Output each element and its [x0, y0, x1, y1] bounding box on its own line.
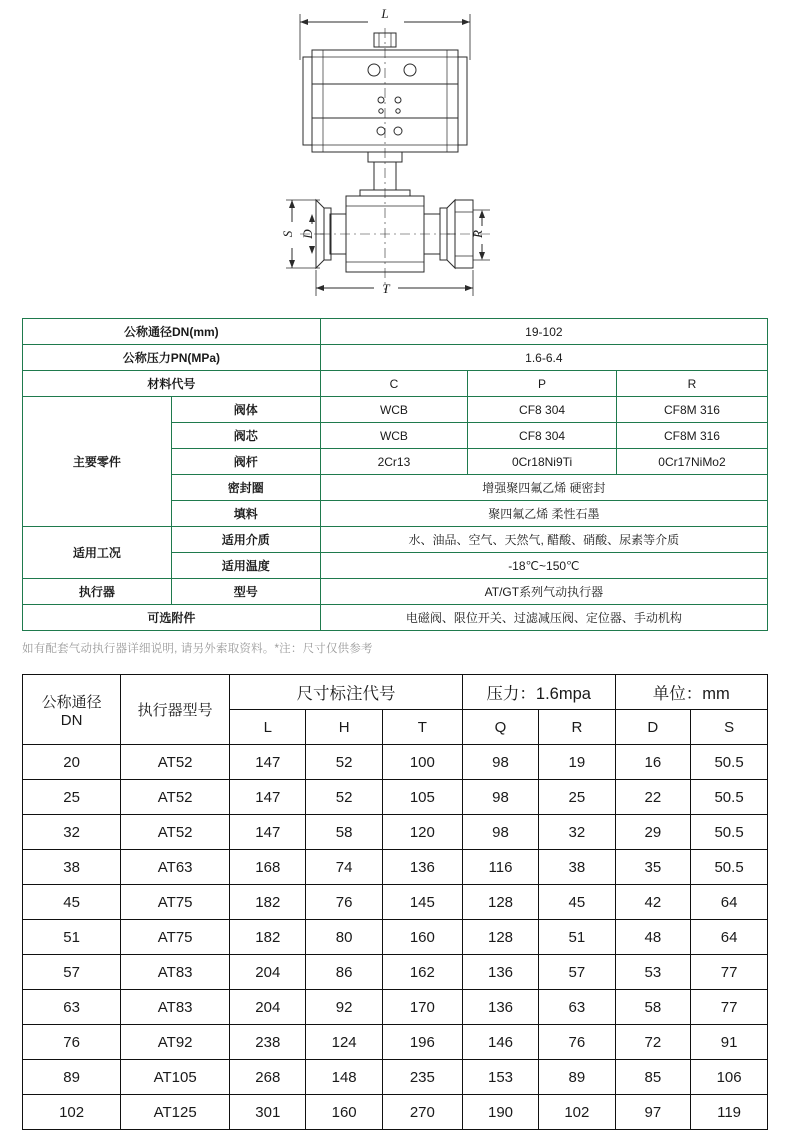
dim-cell-L: 147: [230, 780, 306, 815]
dim-cell-R: 63: [539, 990, 615, 1025]
dimension-label-T: T: [382, 281, 390, 296]
part-body-p: CF8 304: [468, 397, 617, 423]
dim-cell-model: AT105: [121, 1060, 230, 1095]
dim-cell-Q: 190: [462, 1095, 538, 1130]
table-row: [23, 815, 768, 850]
table-row: [23, 780, 768, 815]
table-row: [23, 319, 768, 345]
dim-cell-Q: 128: [462, 920, 538, 955]
table-row: [23, 579, 768, 605]
part-ball-p: CF8 304: [468, 423, 617, 449]
condition-medium-value: 水、油品、空气、天然气, 醋酸、硝酸、尿素等介质: [320, 527, 767, 553]
condition-name-medium: 适用介质: [171, 527, 320, 553]
dim-cell-dn: 25: [23, 780, 121, 815]
dim-cell-D: 16: [615, 745, 691, 780]
dim-col-R: R: [539, 710, 615, 745]
spec-label-dn: 公称通径DN(mm): [23, 319, 321, 345]
dim-header-group-title: 尺寸标注代号: [230, 675, 463, 710]
table-row: [23, 1095, 768, 1130]
dim-header-model: 执行器型号: [121, 675, 230, 745]
part-packing-value: 聚四氟乙烯 柔性石墨: [320, 501, 767, 527]
dim-header-unit: 单位：mm: [615, 675, 767, 710]
part-seal-ring-value: 增强聚四氟乙烯 硬密封: [320, 475, 767, 501]
table-row: [23, 885, 768, 920]
dim-cell-model: AT125: [121, 1095, 230, 1130]
dim-cell-Q: 146: [462, 1025, 538, 1060]
dim-cell-T: 162: [382, 955, 462, 990]
dim-cell-H: 148: [306, 1060, 382, 1095]
dim-cell-S: 64: [691, 920, 768, 955]
dim-cell-Q: 128: [462, 885, 538, 920]
dim-cell-R: 19: [539, 745, 615, 780]
table-row: [23, 345, 768, 371]
dim-cell-Q: 136: [462, 955, 538, 990]
material-code-c: C: [320, 371, 467, 397]
spec-label-actuator: 执行器: [23, 579, 172, 605]
dim-cell-S: 64: [691, 885, 768, 920]
table-row: [23, 397, 768, 423]
dim-cell-L: 147: [230, 745, 306, 780]
dim-cell-H: 52: [306, 780, 382, 815]
dimension-label-R: R: [470, 230, 485, 238]
dim-header-pressure: 压力：1.6mpa: [462, 675, 615, 710]
dim-cell-model: AT63: [121, 850, 230, 885]
dim-cell-D: 29: [615, 815, 691, 850]
dim-cell-R: 76: [539, 1025, 615, 1060]
table-header-row: [23, 675, 768, 710]
dim-col-D: D: [615, 710, 691, 745]
table-row: [23, 990, 768, 1025]
dim-cell-S: 50.5: [691, 745, 768, 780]
dim-cell-model: AT75: [121, 920, 230, 955]
dim-cell-Q: 98: [462, 745, 538, 780]
spec-label-accessories: 可选附件: [23, 605, 321, 631]
part-ball-c: WCB: [320, 423, 467, 449]
material-code-r: R: [616, 371, 767, 397]
dim-cell-dn: 76: [23, 1025, 121, 1060]
dim-cell-D: 85: [615, 1060, 691, 1095]
condition-temperature-value: -18℃~150℃: [320, 553, 767, 579]
dim-cell-model: AT52: [121, 815, 230, 850]
dim-cell-model: AT75: [121, 885, 230, 920]
dim-cell-dn: 57: [23, 955, 121, 990]
specification-table-wrap: [22, 318, 768, 631]
dimension-label-L: L: [381, 6, 389, 21]
material-code-p: P: [468, 371, 617, 397]
valve-dimension-drawing: [0, 0, 790, 318]
table-row: [23, 955, 768, 990]
dim-cell-Q: 153: [462, 1060, 538, 1095]
actuator-name-model: 型号: [171, 579, 320, 605]
dim-cell-D: 42: [615, 885, 691, 920]
dim-cell-H: 76: [306, 885, 382, 920]
dim-cell-L: 238: [230, 1025, 306, 1060]
dim-cell-H: 74: [306, 850, 382, 885]
dim-cell-L: 182: [230, 885, 306, 920]
dim-cell-T: 105: [382, 780, 462, 815]
spec-value-pn: 1.6-6.4: [320, 345, 767, 371]
part-name-seal-ring: 密封圈: [171, 475, 320, 501]
dim-cell-dn: 63: [23, 990, 121, 1025]
dim-cell-H: 92: [306, 990, 382, 1025]
dim-cell-L: 268: [230, 1060, 306, 1095]
table-row: [23, 1025, 768, 1060]
spec-label-main-parts: 主要零件: [23, 397, 172, 527]
dim-cell-H: 86: [306, 955, 382, 990]
dim-cell-Q: 116: [462, 850, 538, 885]
dim-cell-S: 119: [691, 1095, 768, 1130]
specification-table: [22, 318, 768, 631]
dim-col-L: L: [230, 710, 306, 745]
table-row: [23, 1060, 768, 1095]
part-ball-r: CF8M 316: [616, 423, 767, 449]
dim-cell-R: 89: [539, 1060, 615, 1095]
dim-cell-R: 25: [539, 780, 615, 815]
dim-cell-L: 168: [230, 850, 306, 885]
dim-cell-T: 235: [382, 1060, 462, 1095]
dim-cell-S: 77: [691, 955, 768, 990]
dim-cell-H: 58: [306, 815, 382, 850]
dim-cell-Q: 136: [462, 990, 538, 1025]
part-name-packing: 填料: [171, 501, 320, 527]
dim-cell-model: AT92: [121, 1025, 230, 1060]
dim-header-dn-line1: 公称通径: [41, 693, 102, 711]
dim-cell-T: 270: [382, 1095, 462, 1130]
dim-cell-D: 35: [615, 850, 691, 885]
part-name-stem: 阀杆: [171, 449, 320, 475]
table-row: [23, 745, 768, 780]
dimension-table: [22, 674, 768, 1130]
dim-cell-H: 160: [306, 1095, 382, 1130]
part-stem-p: 0Cr18Ni9Ti: [468, 449, 617, 475]
dim-col-T: T: [382, 710, 462, 745]
dim-cell-dn: 20: [23, 745, 121, 780]
dim-cell-R: 57: [539, 955, 615, 990]
part-stem-c: 2Cr13: [320, 449, 467, 475]
dim-cell-D: 72: [615, 1025, 691, 1060]
table-row: [23, 527, 768, 553]
dim-cell-D: 48: [615, 920, 691, 955]
dim-cell-model: AT52: [121, 745, 230, 780]
dim-cell-model: AT83: [121, 955, 230, 990]
dim-cell-H: 52: [306, 745, 382, 780]
spec-value-dn: 19-102: [320, 319, 767, 345]
dim-cell-T: 160: [382, 920, 462, 955]
dim-cell-R: 32: [539, 815, 615, 850]
part-name-ball: 阀芯: [171, 423, 320, 449]
dim-col-Q: Q: [462, 710, 538, 745]
dim-cell-dn: 89: [23, 1060, 121, 1095]
dim-cell-S: 77: [691, 990, 768, 1025]
dim-cell-T: 196: [382, 1025, 462, 1060]
dim-cell-dn: 51: [23, 920, 121, 955]
dim-col-S: S: [691, 710, 768, 745]
dim-cell-model: AT83: [121, 990, 230, 1025]
dim-cell-H: 80: [306, 920, 382, 955]
part-body-r: CF8M 316: [616, 397, 767, 423]
dim-cell-L: 204: [230, 955, 306, 990]
dim-cell-R: 38: [539, 850, 615, 885]
dim-cell-S: 50.5: [691, 850, 768, 885]
dim-cell-T: 100: [382, 745, 462, 780]
dim-cell-S: 50.5: [691, 815, 768, 850]
dim-cell-D: 58: [615, 990, 691, 1025]
spec-value-accessories: 电磁阀、限位开关、过滤减压阀、定位器、手动机构: [320, 605, 767, 631]
dim-cell-dn: 102: [23, 1095, 121, 1130]
dim-col-H: H: [306, 710, 382, 745]
spec-label-pn: 公称压力PN(MPa): [23, 345, 321, 371]
dim-cell-L: 301: [230, 1095, 306, 1130]
dim-cell-H: 124: [306, 1025, 382, 1060]
spec-label-conditions: 适用工况: [23, 527, 172, 579]
dim-cell-L: 147: [230, 815, 306, 850]
dimension-label-D: D: [300, 229, 315, 239]
spec-label-material-code: 材料代号: [23, 371, 321, 397]
dim-cell-R: 45: [539, 885, 615, 920]
dim-cell-R: 102: [539, 1095, 615, 1130]
dim-cell-dn: 38: [23, 850, 121, 885]
dim-cell-D: 22: [615, 780, 691, 815]
dim-cell-Q: 98: [462, 815, 538, 850]
dimension-label-S: S: [280, 230, 295, 238]
dim-cell-S: 50.5: [691, 780, 768, 815]
dim-cell-L: 204: [230, 990, 306, 1025]
table-row: [23, 850, 768, 885]
dim-cell-T: 170: [382, 990, 462, 1025]
dim-header-dn-line2: DN: [60, 711, 83, 729]
dim-cell-model: AT52: [121, 780, 230, 815]
dim-cell-D: 53: [615, 955, 691, 990]
condition-name-temperature: 适用温度: [171, 553, 320, 579]
table-row: [23, 371, 768, 397]
part-name-body: 阀体: [171, 397, 320, 423]
dim-cell-R: 51: [539, 920, 615, 955]
dim-cell-T: 136: [382, 850, 462, 885]
part-body-c: WCB: [320, 397, 467, 423]
dim-cell-S: 91: [691, 1025, 768, 1060]
dim-cell-L: 182: [230, 920, 306, 955]
actuator-model-value: AT/GT系列气动执行器: [320, 579, 767, 605]
dim-cell-Q: 98: [462, 780, 538, 815]
dim-cell-T: 145: [382, 885, 462, 920]
dim-cell-dn: 45: [23, 885, 121, 920]
table-row: [23, 920, 768, 955]
footnote-text: 如有配套气动执行器详细说明, 请另外索取资料。*注：尺寸仅供参考: [22, 643, 373, 655]
dimension-table-wrap: [22, 674, 768, 1130]
dim-cell-S: 106: [691, 1060, 768, 1095]
dim-header-dn: [23, 675, 121, 745]
part-stem-r: 0Cr17NiMo2: [616, 449, 767, 475]
dim-cell-dn: 32: [23, 815, 121, 850]
dim-cell-T: 120: [382, 815, 462, 850]
dim-cell-D: 97: [615, 1095, 691, 1130]
table-row: [23, 605, 768, 631]
